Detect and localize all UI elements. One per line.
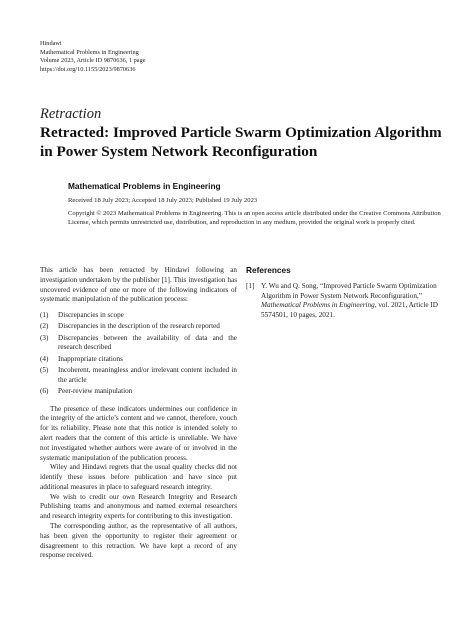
copyright-notice: Copyright © 2023 Mathematical Problems in Engineering. This is an open access article distributed under the Creative Commons Attribution License, which permits unrestricted use, distribution, and reproduction in any medium, provided the original work is properly cited.: [68, 210, 441, 226]
reference-journal: Mathematical Problems in Engineering: [261, 301, 375, 310]
indicator-list: [40, 311, 237, 396]
volume-info: Volume 2023, Article ID 9870636, 1 page: [40, 57, 146, 64]
list-item: [40, 387, 237, 397]
list-item-number: (2): [40, 322, 49, 331]
list-item: [40, 334, 237, 354]
list-item-text: Inappropriate citations: [58, 354, 123, 363]
body-column-right: [246, 266, 442, 321]
article-metadata: [40, 40, 146, 74]
list-item-number: (5): [40, 365, 49, 374]
list-item: [40, 366, 237, 386]
reference-text: [261, 282, 442, 321]
article-title: Retracted: Improved Particle Swarm Optimization Algorithm in Power System Network Reconfiguration: [40, 124, 442, 160]
body-paragraph: We wish to credit our own Research Integrity and Research Publishing teams and anonymous and named external researchers and research integrity experts for contributing to this investigation.: [40, 492, 237, 521]
list-item-text: Peer-review manipulation: [58, 386, 133, 395]
intro-paragraph: This article has been retracted by Hindawi following an investigation undertaken by the publisher [1]. This investigation has uncovered evidence of one or more of the following indicators of systematic manipulation of the publication process:: [40, 266, 237, 304]
publication-dates: Received 18 July 2023; Accepted 18 July 2023; Published 19 July 2023: [68, 197, 258, 204]
list-item-number: (1): [40, 311, 49, 320]
journal-name-header: Mathematical Problems in Engineering: [40, 48, 139, 56]
journal-name: Mathematical Problems in Engineering: [68, 181, 221, 191]
list-item-number: (3): [40, 333, 49, 342]
reference-authors-title: Y. Wu and Q. Song, “Improved Particle Swarm Optimization Algorithm in Power System Network Reconfiguration,”: [261, 281, 437, 300]
retraction-label: Retraction: [40, 106, 102, 122]
list-item-number: (4): [40, 354, 49, 363]
list-item-text: Discrepancies in the description of the research reported: [58, 322, 220, 331]
list-item-number: (6): [40, 386, 49, 395]
reference-details: , vol. 2021, Article ID 5574501, 10 pages, 2021.: [261, 301, 438, 320]
body-paragraph: The corresponding author, as the representative of all authors, has been given the opportunity to register their agreement or disagreement to this retraction. We have kept a record of any response received.: [40, 522, 237, 560]
body-paragraph: Wiley and Hindawi regrets that the usual quality checks did not identify these issues before publication and have since put additional measures in place to safeguard research integrity.: [40, 463, 237, 491]
list-item-text: Discrepancies in scope: [58, 311, 124, 320]
references-heading: References: [246, 265, 291, 275]
list-item: [40, 311, 237, 321]
reference-number: [1]: [246, 281, 255, 290]
list-item: [40, 322, 237, 332]
list-item: [40, 355, 237, 365]
list-item-text: Discrepancies between the availability of data and the research described: [58, 333, 237, 352]
article-header-block: [68, 181, 448, 227]
list-item-text: Incoherent, meaningless and/or irrelevant content included in the article: [58, 365, 237, 384]
doi-link[interactable]: https://doi.org/10.1155/2023/9870636: [40, 65, 136, 73]
body-paragraph: The presence of these indicators undermines our confidence in the integrity of the article’s content and we cannot, therefore, vouch for its reliability. Please note that this notice is intended solely to alert readers that the content of this article is unreliable. We have not investigated whether authors were aware of or involved in the systematic manipulation of the publication process.: [40, 404, 237, 462]
reference-item: [246, 282, 442, 321]
body-column-left: [40, 266, 237, 561]
publisher-name: Hindawi: [40, 40, 62, 47]
